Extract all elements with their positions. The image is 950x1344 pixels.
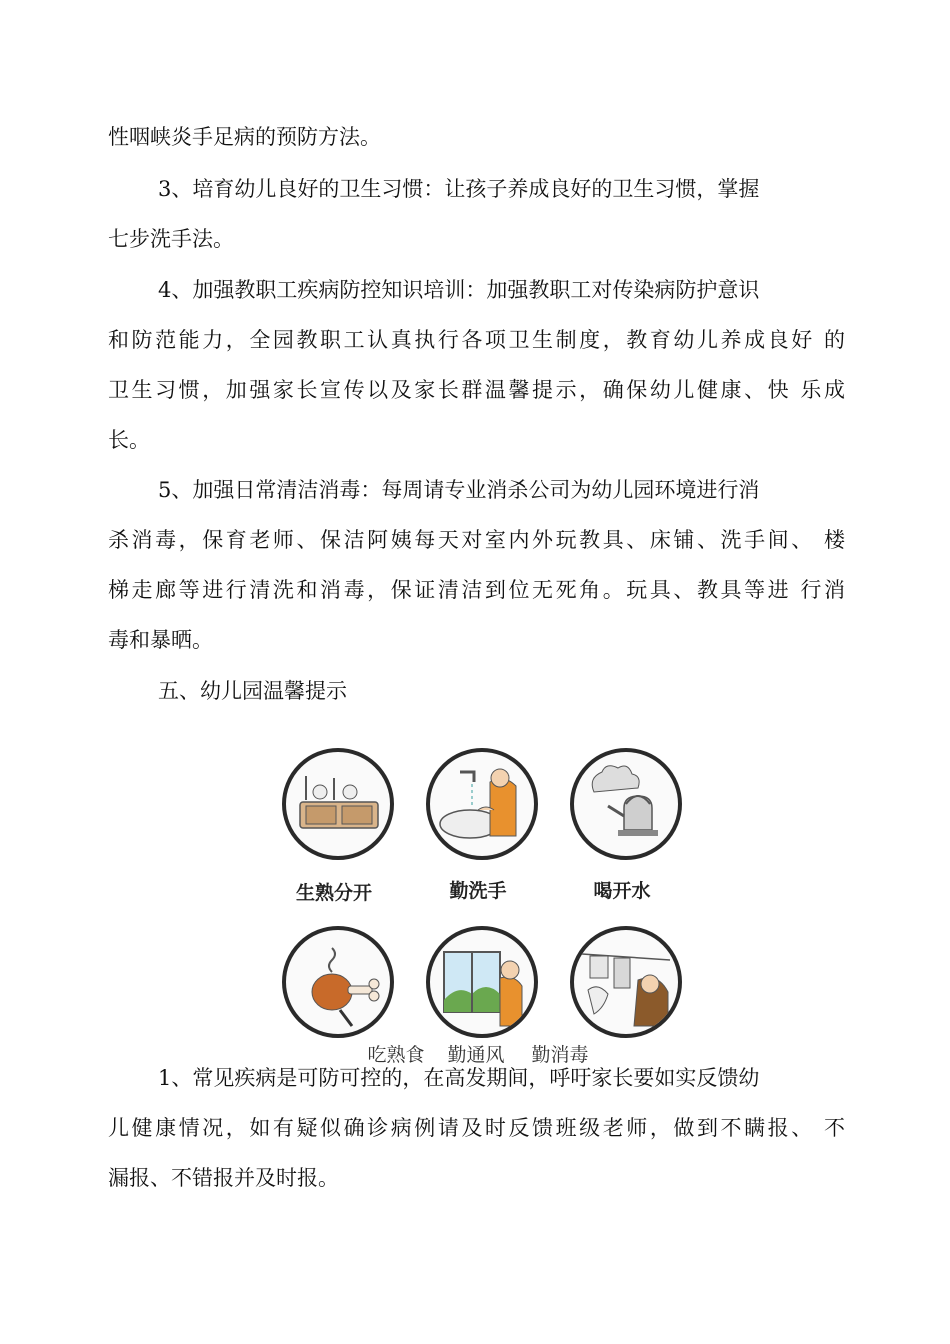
hand-washing-icon <box>426 748 538 860</box>
paragraph-line: 3、培育幼儿良好的卫生习惯：让孩子养成良好的卫生习惯，掌握 <box>158 177 760 201</box>
section-heading: 五、幼儿园温馨提示 <box>158 679 347 703</box>
chicken-leg-icon <box>282 926 394 1038</box>
paragraph-line: 5、加强日常清洁消毒：每周请专业消杀公司为幼儿园环境进行消 <box>158 478 760 502</box>
paragraph-line: 4、加强教职工疾病防控知识培训：加强教职工对传染病防护意识 <box>158 278 760 302</box>
paragraph-line: 梯走廊等进行清洗和消毒，保证清洁到位无死角。玩具、教具等进 行消 <box>108 578 845 602</box>
paragraph-line: 和防范能力，全园教职工认真执行各项卫生制度，教育幼儿养成良好 的 <box>108 328 845 352</box>
tip-label: 勤通风 <box>447 1044 505 1066</box>
paragraph-line: 儿健康情况，如有疑似确诊病例请及时反馈班级老师，做到不瞒报、 不 <box>108 1116 845 1140</box>
tip-label: 吃熟食 <box>367 1044 425 1066</box>
tip-label: 喝开水 <box>593 880 651 902</box>
tip-label: 勤洗手 <box>449 880 507 902</box>
paragraph-line: 漏报、不错报并及时报。 <box>108 1166 339 1190</box>
paragraph-line: 七步洗手法。 <box>108 227 234 251</box>
tip-label: 生熟分开 <box>295 882 372 904</box>
window-icon <box>426 926 538 1038</box>
paragraph-line: 长。 <box>108 428 150 452</box>
paragraph-line: 性咽峡炎手足病的预防方法。 <box>108 125 381 149</box>
paragraph-line: 杀消毒，保育老师、保洁阿姨每天对室内外玩教具、床铺、洗手间、 楼 <box>108 528 845 552</box>
paragraph-line: 1、常见疾病是可防可控的，在高发期间，呼吁家长要如实反馈幼 <box>158 1066 760 1090</box>
hygiene-tips-figure <box>270 738 690 1068</box>
cutting-board-icon <box>282 748 394 860</box>
laundry-icon <box>570 926 682 1038</box>
paragraph-line: 卫生习惯，加强家长宣传以及家长群温馨提示，确保幼儿健康、快 乐成 <box>108 378 845 402</box>
tip-label: 勤消毒 <box>531 1044 589 1066</box>
paragraph-line: 毒和暴晒。 <box>108 628 213 652</box>
kettle-icon <box>570 748 682 860</box>
